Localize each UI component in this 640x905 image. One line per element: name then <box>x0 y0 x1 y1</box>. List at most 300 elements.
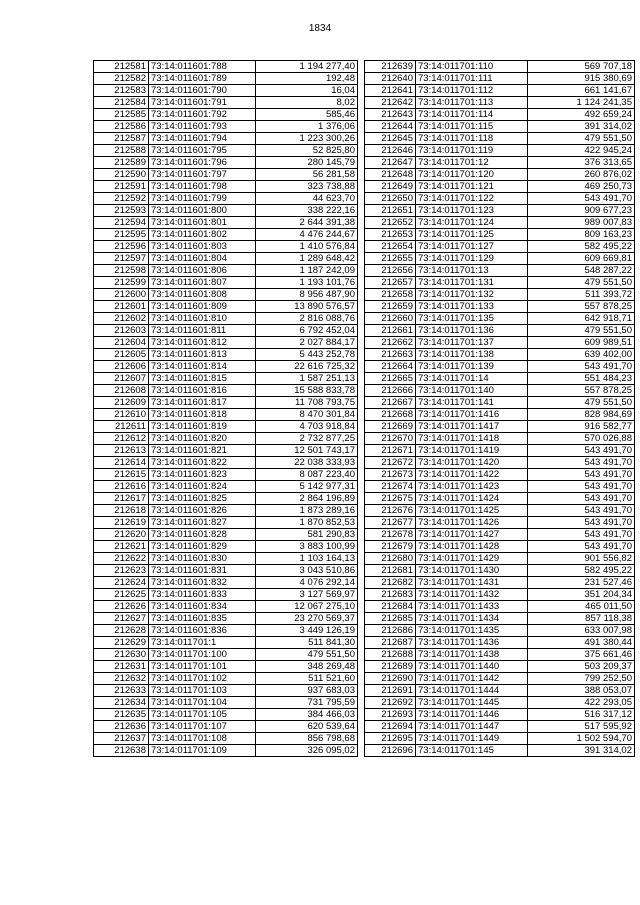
record-number-cell: 212685 <box>365 613 416 625</box>
table-row <box>94 217 358 229</box>
value-cell: 2 644 391,38 <box>256 217 358 229</box>
table-row <box>94 577 358 589</box>
table-row <box>365 481 635 493</box>
value-cell: 633 007,98 <box>528 625 635 637</box>
right-table <box>364 60 635 757</box>
value-cell: 1 103 164,13 <box>256 553 358 565</box>
table-row <box>94 457 358 469</box>
table-row <box>365 613 635 625</box>
value-cell: 422 293,05 <box>528 697 635 709</box>
cadastral-number-cell: 73:14:011701:13 <box>416 265 528 277</box>
record-number-cell: 212674 <box>365 481 416 493</box>
value-cell: 44 623,70 <box>256 193 358 205</box>
record-number-cell: 212651 <box>365 205 416 217</box>
record-number-cell: 212626 <box>94 601 149 613</box>
cadastral-number-cell: 73:14:011701:1425 <box>416 505 528 517</box>
table-row <box>94 73 358 85</box>
table-row <box>94 541 358 553</box>
record-number-cell: 212613 <box>94 445 149 457</box>
table-row <box>365 253 635 265</box>
value-cell: 2 816 088,76 <box>256 313 358 325</box>
table-row <box>94 277 358 289</box>
cadastral-number-cell: 73:14:011701:132 <box>416 289 528 301</box>
table-row <box>94 337 358 349</box>
cadastral-number-cell: 73:14:011601:835 <box>149 613 256 625</box>
record-number-cell: 212643 <box>365 109 416 121</box>
value-cell: 557 878,25 <box>528 385 635 397</box>
table-row <box>365 313 635 325</box>
record-number-cell: 212636 <box>94 721 149 733</box>
cadastral-number-cell: 73:14:011701:1442 <box>416 673 528 685</box>
value-cell: 388 053,07 <box>528 685 635 697</box>
cadastral-number-cell: 73:14:011601:807 <box>149 277 256 289</box>
cadastral-number-cell: 73:14:011701:123 <box>416 205 528 217</box>
value-cell: 799 252,50 <box>528 673 635 685</box>
record-number-cell: 212667 <box>365 397 416 409</box>
record-number-cell: 212670 <box>365 433 416 445</box>
table-row <box>365 565 635 577</box>
record-number-cell: 212591 <box>94 181 149 193</box>
table-row <box>365 97 635 109</box>
value-cell: 231 527,46 <box>528 577 635 589</box>
table-row <box>365 733 635 745</box>
cadastral-number-cell: 73:14:011601:813 <box>149 349 256 361</box>
table-row <box>365 301 635 313</box>
cadastral-number-cell: 73:14:011601:803 <box>149 241 256 253</box>
cadastral-number-cell: 73:14:011701:1434 <box>416 613 528 625</box>
value-cell: 569 707,18 <box>528 61 635 73</box>
table-row <box>365 337 635 349</box>
table-row <box>94 205 358 217</box>
table-row <box>94 517 358 529</box>
record-number-cell: 212624 <box>94 577 149 589</box>
value-cell: 391 314,02 <box>528 745 635 757</box>
value-cell: 6 792 452,04 <box>256 325 358 337</box>
cadastral-number-cell: 73:14:011601:831 <box>149 565 256 577</box>
value-cell: 391 314,02 <box>528 121 635 133</box>
record-number-cell: 212650 <box>365 193 416 205</box>
value-cell: 543 491,70 <box>528 505 635 517</box>
value-cell: 12 501 743,17 <box>256 445 358 457</box>
cadastral-number-cell: 73:14:011701:110 <box>416 61 528 73</box>
table-row <box>365 169 635 181</box>
value-cell: 609 669,81 <box>528 253 635 265</box>
value-cell: 543 491,70 <box>528 481 635 493</box>
cadastral-number-cell: 73:14:011701:141 <box>416 397 528 409</box>
cadastral-number-cell: 73:14:011701:138 <box>416 349 528 361</box>
table-row <box>365 493 635 505</box>
record-number-cell: 212658 <box>365 289 416 301</box>
table-row <box>365 193 635 205</box>
record-number-cell: 212665 <box>365 373 416 385</box>
cadastral-number-cell: 73:14:011601:802 <box>149 229 256 241</box>
record-number-cell: 212662 <box>365 337 416 349</box>
record-number-cell: 212619 <box>94 517 149 529</box>
cadastral-number-cell: 73:14:011601:822 <box>149 457 256 469</box>
cadastral-number-cell: 73:14:011701:1445 <box>416 697 528 709</box>
table-row <box>365 601 635 613</box>
value-cell: 323 738,88 <box>256 181 358 193</box>
value-cell: 2 027 884,17 <box>256 337 358 349</box>
cadastral-number-cell: 73:14:011601:825 <box>149 493 256 505</box>
record-number-cell: 212663 <box>365 349 416 361</box>
table-row <box>94 145 358 157</box>
table-row <box>94 97 358 109</box>
table-row <box>94 169 358 181</box>
table-row <box>365 637 635 649</box>
record-number-cell: 212640 <box>365 73 416 85</box>
value-cell: 551 484,23 <box>528 373 635 385</box>
value-cell: 348 269,48 <box>256 661 358 673</box>
record-number-cell: 212641 <box>365 85 416 97</box>
table-row <box>365 685 635 697</box>
value-cell: 901 556,82 <box>528 553 635 565</box>
value-cell: 543 491,70 <box>528 193 635 205</box>
value-cell: 543 491,70 <box>528 457 635 469</box>
cadastral-number-cell: 73:14:011601:808 <box>149 289 256 301</box>
record-number-cell: 212621 <box>94 541 149 553</box>
record-number-cell: 212599 <box>94 277 149 289</box>
table-row <box>94 397 358 409</box>
value-cell: 620 539,64 <box>256 721 358 733</box>
cadastral-number-cell: 73:14:011701:1447 <box>416 721 528 733</box>
table-row <box>94 265 358 277</box>
table-row <box>365 397 635 409</box>
table-row <box>365 553 635 565</box>
record-number-cell: 212614 <box>94 457 149 469</box>
record-number-cell: 212661 <box>365 325 416 337</box>
value-cell: 52 825,80 <box>256 145 358 157</box>
cadastral-number-cell: 73:14:011701:109 <box>149 745 256 757</box>
cadastral-number-cell: 73:14:011701:1423 <box>416 481 528 493</box>
record-number-cell: 212632 <box>94 673 149 685</box>
cadastral-number-cell: 73:14:011701:129 <box>416 253 528 265</box>
table-row <box>94 697 358 709</box>
value-cell: 916 582,77 <box>528 421 635 433</box>
record-number-cell: 212623 <box>94 565 149 577</box>
record-number-cell: 212646 <box>365 145 416 157</box>
record-number-cell: 212611 <box>94 421 149 433</box>
table-row <box>365 73 635 85</box>
table-row <box>365 529 635 541</box>
value-cell: 3 043 510,86 <box>256 565 358 577</box>
table-row <box>94 469 358 481</box>
record-number-cell: 212633 <box>94 685 149 697</box>
cadastral-number-cell: 73:14:011601:832 <box>149 577 256 589</box>
cadastral-number-cell: 73:14:011701:14 <box>416 373 528 385</box>
table-row <box>94 289 358 301</box>
value-cell: 828 984,69 <box>528 409 635 421</box>
value-cell: 548 287,22 <box>528 265 635 277</box>
table-row <box>365 625 635 637</box>
record-number-cell: 212616 <box>94 481 149 493</box>
cadastral-number-cell: 73:14:011701:1422 <box>416 469 528 481</box>
cadastral-number-cell: 73:14:011701:135 <box>416 313 528 325</box>
value-cell: 479 551,50 <box>256 649 358 661</box>
table-row <box>94 433 358 445</box>
table-row <box>365 589 635 601</box>
table-row <box>94 241 358 253</box>
value-cell: 3 883 100,99 <box>256 541 358 553</box>
value-cell: 582 495,22 <box>528 565 635 577</box>
table-row <box>365 745 635 757</box>
cadastral-number-cell: 73:14:011701:120 <box>416 169 528 181</box>
table-row <box>94 409 358 421</box>
value-cell: 1 502 594,70 <box>528 733 635 745</box>
value-cell: 517 595,92 <box>528 721 635 733</box>
table-row <box>365 109 635 121</box>
value-cell: 4 076 292,14 <box>256 577 358 589</box>
value-cell: 5 142 977,31 <box>256 481 358 493</box>
cadastral-number-cell: 73:14:011601:789 <box>149 73 256 85</box>
cadastral-number-cell: 73:14:011601:810 <box>149 313 256 325</box>
cadastral-number-cell: 73:14:011601:821 <box>149 445 256 457</box>
record-number-cell: 212612 <box>94 433 149 445</box>
table-row <box>94 229 358 241</box>
cadastral-number-cell: 73:14:011701:112 <box>416 85 528 97</box>
table-row <box>365 277 635 289</box>
cadastral-number-cell: 73:14:011701:1438 <box>416 649 528 661</box>
record-number-cell: 212694 <box>365 721 416 733</box>
value-cell: 56 281,58 <box>256 169 358 181</box>
value-cell: 642 918,71 <box>528 313 635 325</box>
value-cell: 469 250,73 <box>528 181 635 193</box>
table-row <box>365 433 635 445</box>
record-number-cell: 212686 <box>365 625 416 637</box>
value-cell: 492 659,24 <box>528 109 635 121</box>
cadastral-number-cell: 73:14:011601:806 <box>149 265 256 277</box>
value-cell: 543 491,70 <box>528 517 635 529</box>
table-row <box>94 685 358 697</box>
table-row <box>365 517 635 529</box>
cadastral-number-cell: 73:14:011701:1433 <box>416 601 528 613</box>
table-row <box>365 61 635 73</box>
table-row <box>94 373 358 385</box>
value-cell: 5 443 252,78 <box>256 349 358 361</box>
table-row <box>94 349 358 361</box>
record-number-cell: 212585 <box>94 109 149 121</box>
value-cell: 12 067 275,10 <box>256 601 358 613</box>
table-row <box>365 265 635 277</box>
table-row <box>94 325 358 337</box>
table-row <box>365 133 635 145</box>
cadastral-number-cell: 73:14:011701:111 <box>416 73 528 85</box>
table-row <box>94 385 358 397</box>
value-cell: 585,46 <box>256 109 358 121</box>
cadastral-number-cell: 73:14:011701:139 <box>416 361 528 373</box>
record-number-cell: 212598 <box>94 265 149 277</box>
record-number-cell: 212676 <box>365 505 416 517</box>
table-row <box>365 721 635 733</box>
value-cell: 511 521,60 <box>256 673 358 685</box>
value-cell: 1 124 241,35 <box>528 97 635 109</box>
cadastral-number-cell: 73:14:011601:790 <box>149 85 256 97</box>
cadastral-number-cell: 73:14:011601:828 <box>149 529 256 541</box>
value-cell: 1 870 852,53 <box>256 517 358 529</box>
record-number-cell: 212678 <box>365 529 416 541</box>
record-number-cell: 212689 <box>365 661 416 673</box>
record-number-cell: 212590 <box>94 169 149 181</box>
record-number-cell: 212681 <box>365 565 416 577</box>
value-cell: 511 393,72 <box>528 289 635 301</box>
value-cell: 376 313,65 <box>528 157 635 169</box>
table-row <box>365 457 635 469</box>
record-number-cell: 212696 <box>365 745 416 757</box>
record-number-cell: 212607 <box>94 373 149 385</box>
cadastral-number-cell: 73:14:011701:1429 <box>416 553 528 565</box>
cadastral-number-cell: 73:14:011601:827 <box>149 517 256 529</box>
table-row <box>365 373 635 385</box>
cadastral-number-cell: 73:14:011601:826 <box>149 505 256 517</box>
record-number-cell: 212649 <box>365 181 416 193</box>
cadastral-number-cell: 73:14:011601:796 <box>149 157 256 169</box>
cadastral-number-cell: 73:14:011701:105 <box>149 709 256 721</box>
page-number: 1834 <box>308 23 332 34</box>
cadastral-number-cell: 73:14:011601:804 <box>149 253 256 265</box>
cadastral-number-cell: 73:14:011701:115 <box>416 121 528 133</box>
record-number-cell: 212648 <box>365 169 416 181</box>
record-number-cell: 212583 <box>94 85 149 97</box>
cadastral-number-cell: 73:14:011701:1444 <box>416 685 528 697</box>
value-cell: 609 989,51 <box>528 337 635 349</box>
record-number-cell: 212601 <box>94 301 149 313</box>
table-row <box>94 109 358 121</box>
cadastral-number-cell: 73:14:011601:815 <box>149 373 256 385</box>
table-row <box>94 493 358 505</box>
record-number-cell: 212642 <box>365 97 416 109</box>
left-table <box>93 60 358 757</box>
record-number-cell: 212597 <box>94 253 149 265</box>
record-number-cell: 212655 <box>365 253 416 265</box>
cadastral-number-cell: 73:14:011701:136 <box>416 325 528 337</box>
value-cell: 581 290,83 <box>256 529 358 541</box>
cadastral-number-cell: 73:14:011601:820 <box>149 433 256 445</box>
table-row <box>365 697 635 709</box>
value-cell: 543 491,70 <box>528 541 635 553</box>
table-row <box>365 505 635 517</box>
table-row <box>365 217 635 229</box>
record-number-cell: 212652 <box>365 217 416 229</box>
cadastral-number-cell: 73:14:011701:1419 <box>416 445 528 457</box>
value-cell: 13 890 576,57 <box>256 301 358 313</box>
value-cell: 1 187 242,09 <box>256 265 358 277</box>
value-cell: 543 491,70 <box>528 469 635 481</box>
value-cell: 511 841,30 <box>256 637 358 649</box>
cadastral-number-cell: 73:14:011601:816 <box>149 385 256 397</box>
value-cell: 351 204,34 <box>528 589 635 601</box>
cadastral-number-cell: 73:14:011601:809 <box>149 301 256 313</box>
cadastral-number-cell: 73:14:011701:140 <box>416 385 528 397</box>
value-cell: 937 683,03 <box>256 685 358 697</box>
value-cell: 479 551,50 <box>528 133 635 145</box>
table-row <box>365 649 635 661</box>
cadastral-number-cell: 73:14:011701:145 <box>416 745 528 757</box>
value-cell: 22 038 333,93 <box>256 457 358 469</box>
record-number-cell: 212693 <box>365 709 416 721</box>
table-row <box>365 661 635 673</box>
value-cell: 543 491,70 <box>528 493 635 505</box>
table-row <box>94 301 358 313</box>
table-row <box>365 361 635 373</box>
record-number-cell: 212645 <box>365 133 416 145</box>
cadastral-number-cell: 73:14:011601:801 <box>149 217 256 229</box>
value-cell: 192,48 <box>256 73 358 85</box>
record-number-cell: 212664 <box>365 361 416 373</box>
cadastral-number-cell: 73:14:011701:1416 <box>416 409 528 421</box>
cadastral-number-cell: 73:14:011601:798 <box>149 181 256 193</box>
value-cell: 857 118,38 <box>528 613 635 625</box>
value-cell: 8 470 301,84 <box>256 409 358 421</box>
cadastral-number-cell: 73:14:011701:1446 <box>416 709 528 721</box>
record-number-cell: 212692 <box>365 697 416 709</box>
record-number-cell: 212581 <box>94 61 149 73</box>
table-row <box>94 673 358 685</box>
table-row <box>94 721 358 733</box>
cadastral-number-cell: 73:14:011601:830 <box>149 553 256 565</box>
cadastral-number-cell: 73:14:011701:102 <box>149 673 256 685</box>
record-number-cell: 212688 <box>365 649 416 661</box>
record-number-cell: 212584 <box>94 97 149 109</box>
table-row <box>365 409 635 421</box>
value-cell: 582 495,22 <box>528 241 635 253</box>
table-row <box>94 85 358 97</box>
table-row <box>94 121 358 133</box>
record-number-cell: 212677 <box>365 517 416 529</box>
cadastral-number-cell: 73:14:011601:794 <box>149 133 256 145</box>
value-cell: 915 380,69 <box>528 73 635 85</box>
record-number-cell: 212603 <box>94 325 149 337</box>
record-number-cell: 212634 <box>94 697 149 709</box>
value-cell: 8,02 <box>256 97 358 109</box>
value-cell: 516 317,12 <box>528 709 635 721</box>
value-cell: 479 551,50 <box>528 325 635 337</box>
cadastral-number-cell: 73:14:011701:103 <box>149 685 256 697</box>
value-cell: 3 449 126,19 <box>256 625 358 637</box>
record-number-cell: 212582 <box>94 73 149 85</box>
value-cell: 1 193 101,76 <box>256 277 358 289</box>
record-number-cell: 212668 <box>365 409 416 421</box>
record-number-cell: 212683 <box>365 589 416 601</box>
value-cell: 8 956 487,90 <box>256 289 358 301</box>
value-cell: 4 703 918,84 <box>256 421 358 433</box>
record-number-cell: 212608 <box>94 385 149 397</box>
table-row <box>94 181 358 193</box>
table-row <box>94 649 358 661</box>
record-number-cell: 212617 <box>94 493 149 505</box>
table-row <box>365 121 635 133</box>
record-number-cell: 212630 <box>94 649 149 661</box>
record-number-cell: 212656 <box>365 265 416 277</box>
record-number-cell: 212672 <box>365 457 416 469</box>
cadastral-number-cell: 73:14:011601:799 <box>149 193 256 205</box>
cadastral-number-cell: 73:14:011701:133 <box>416 301 528 313</box>
cadastral-number-cell: 73:14:011601:834 <box>149 601 256 613</box>
value-cell: 1 223 300,26 <box>256 133 358 145</box>
cadastral-number-cell: 73:14:011701:114 <box>416 109 528 121</box>
cadastral-number-cell: 73:14:011701:1 <box>149 637 256 649</box>
record-number-cell: 212695 <box>365 733 416 745</box>
cadastral-number-cell: 73:14:011701:1426 <box>416 517 528 529</box>
value-cell: 479 551,50 <box>528 277 635 289</box>
value-cell: 4 476 244,67 <box>256 229 358 241</box>
cadastral-number-cell: 73:14:011701:1436 <box>416 637 528 649</box>
cadastral-number-cell: 73:14:011701:1440 <box>416 661 528 673</box>
table-row <box>94 157 358 169</box>
cadastral-number-cell: 73:14:011701:113 <box>416 97 528 109</box>
value-cell: 503 209,37 <box>528 661 635 673</box>
table-row <box>365 709 635 721</box>
value-cell: 1 873 289,16 <box>256 505 358 517</box>
